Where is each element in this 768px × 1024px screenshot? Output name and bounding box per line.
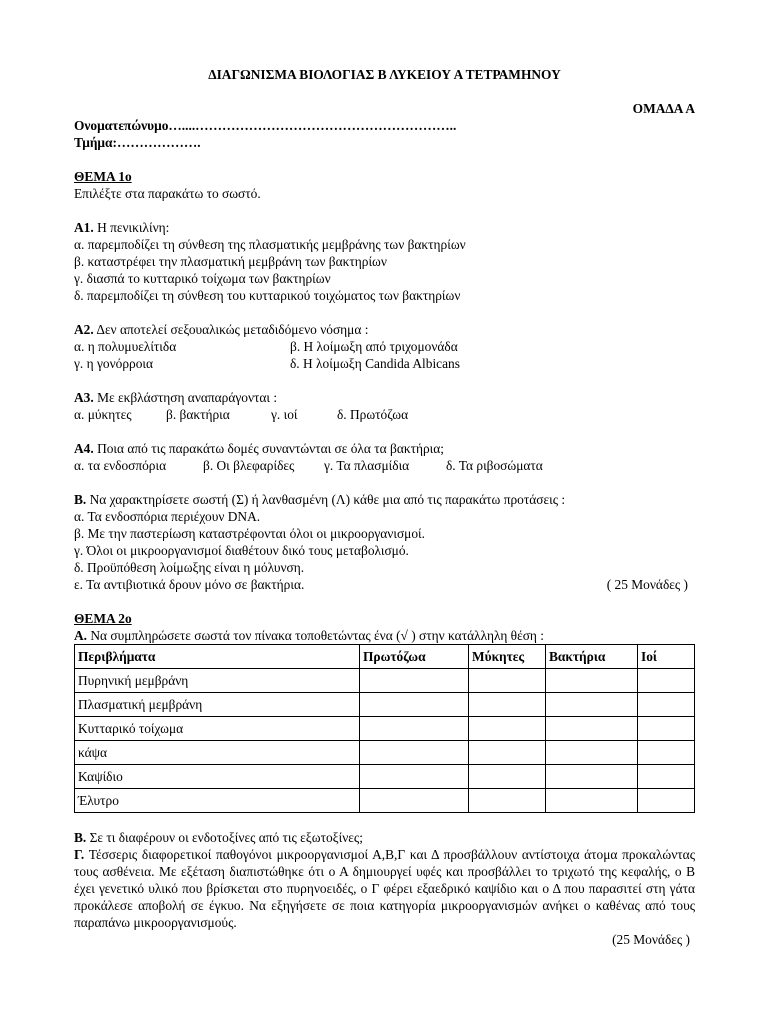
table-cell [546, 693, 638, 717]
theme2-question-b-label: Β. [74, 830, 87, 845]
theme2-question-c-text: Τέσσερις διαφορετικοί παθογόνοι μικροοργανισμοί Α,Β,Γ και Δ προσβάλλουν αντίστοιχα άτομα προκαλώντας τους ασθένεια. Με εξέταση διαπιστώθηκε ότι ο Α δημιουργεί υφές και προσβάλλει το τριχωτό της κεφαλής, ο Β έχει γενετικό υλικό που βρίσκεται στο πυρηνοειδές, ο Γ φέρει εξαεδρικό καψίδιο και ο Δ που παρασιτεί στη γάτα προκάλεσε αποβολή σε έγκυο. Να εξηγήσετε σε ποια κατηγορία μικροοργανισμών ανήκει ο καθένας από τους παραπάνω μικροοργανισμούς. [74, 847, 695, 930]
b-statement: γ. Όλοι οι μικροοργανισμοί διαθέτουν δικό τους μεταβολισμό. [74, 543, 409, 558]
b-statement: α. Τα ενδοσπόρια περιέχουν DNA. [74, 509, 261, 524]
a4-option: α. τα ενδοσπόρια [74, 458, 167, 473]
table-cell [469, 669, 546, 693]
envelopes-table [74, 644, 695, 813]
theme1-instruction: Επιλέξτε στα παρακάτω το σωστό. [74, 186, 261, 201]
table-cell [546, 789, 638, 813]
theme2-heading: ΘΕΜΑ 2ο [74, 611, 132, 626]
question-a1 [74, 219, 695, 236]
b-last-row [74, 576, 695, 593]
theme2-question-a-text: Να συμπληρώσετε σωστά τον πίνακα τοποθετώντας ένα (√ ) στην κατάλληλη θέση : [87, 628, 545, 643]
a2-option: β. Η λοίμωξη από τριχομονάδα [290, 339, 458, 354]
table-cell [360, 765, 469, 789]
table-row [75, 669, 695, 693]
table-row-label: Πλασματική μεμβράνη [75, 693, 360, 717]
question-a1-text: Η πενικιλίνη: [93, 220, 170, 235]
a2-option: δ. Η λοίμωξη Candida Albicans [290, 356, 460, 371]
table-header-cell: Πρωτόζωα [360, 645, 469, 669]
table-cell [360, 717, 469, 741]
question-a3 [74, 389, 695, 406]
table-row [75, 765, 695, 789]
question-a4-label: Α4. [74, 441, 94, 456]
a1-option: δ. παρεμποδίζει τη σύνθεση του κυτταρικού τοιχώματος των βακτηρίων [74, 288, 461, 303]
table-header-cell: Περιβλήματα [75, 645, 360, 669]
theme2-marks: (25 Μονάδες ) [612, 932, 690, 947]
question-b-label: Β. [74, 492, 87, 507]
question-a2-label: Α2. [74, 322, 94, 337]
table-cell [469, 765, 546, 789]
a3-option: α. μύκητες [74, 407, 132, 422]
a2-option: γ. η γονόρροια [74, 356, 154, 371]
name-field: Ονοματεπώνυμο…....………………………………………………….. [74, 118, 457, 133]
table-header-cell: Μύκητες [469, 645, 546, 669]
theme2-question-c [74, 846, 695, 931]
table-cell [469, 717, 546, 741]
a4-options-row [74, 457, 695, 474]
question-a2-text: Δεν αποτελεί σεξουαλικώς μεταδιδόμενο νόσημα : [93, 322, 369, 337]
table-cell [638, 765, 695, 789]
table-row-label: κάψα [75, 741, 360, 765]
theme1-heading: ΘΕΜΑ 1ο [74, 169, 132, 184]
question-a4-text: Ποια από τις παρακάτω δομές συναντώνται σε όλα τα βακτήρια; [93, 441, 445, 456]
table-row-label: Πυρηνική μεμβράνη [75, 669, 360, 693]
question-a3-text: Με εκβλάστηση αναπαράγονται : [93, 390, 278, 405]
a1-option: γ. διασπά το κυτταρικό τοίχωμα των βακτηρίων [74, 271, 331, 286]
question-a1-label: Α1. [74, 220, 94, 235]
b-statement: ε. Τα αντιβιοτικά δρουν μόνο σε βακτήρια. [74, 577, 305, 592]
table-row-label: Καψίδιο [75, 765, 360, 789]
a1-option: α. παρεμποδίζει τη σύνθεση της πλασματικής μεμβράνης των βακτηρίων [74, 237, 466, 252]
theme2-question-a [74, 627, 695, 644]
table-row [75, 741, 695, 765]
a2-options-row [74, 355, 695, 372]
question-a4 [74, 440, 695, 457]
table-cell [638, 741, 695, 765]
exam-title: ΔΙΑΓΩΝΙΣΜΑ ΒΙΟΛΟΓΙΑΣ Β ΛΥΚΕΙΟΥ Α ΤΕΤΡΑΜΗΝΟΥ [208, 67, 561, 82]
table-cell [469, 789, 546, 813]
table-row-label: Κυτταρικό τοίχωμα [75, 717, 360, 741]
exam-page [74, 66, 695, 948]
theme2-question-b-text: Σε τι διαφέρουν οι ενδοτοξίνες από τις εξωτοξίνες; [86, 830, 363, 845]
theme2-question-c-label: Γ. [74, 847, 85, 862]
theme2-question-b [74, 829, 695, 846]
a4-option: β. Οι βλεφαρίδες [203, 458, 295, 473]
table-cell [360, 789, 469, 813]
table-cell [469, 741, 546, 765]
a3-option: γ. ιοί [271, 407, 298, 422]
question-b [74, 491, 695, 508]
table-row [75, 693, 695, 717]
table-header-row [75, 645, 695, 669]
table-row [75, 717, 695, 741]
a2-options-row [74, 338, 695, 355]
table-cell [546, 741, 638, 765]
a4-option: δ. Τα ριβοσώματα [446, 458, 543, 473]
question-a2 [74, 321, 695, 338]
table-cell [469, 693, 546, 717]
table-cell [360, 693, 469, 717]
table-cell [546, 765, 638, 789]
table-cell [638, 717, 695, 741]
table-row [75, 789, 695, 813]
theme2-question-a-label: Α. [74, 628, 88, 643]
question-b-text: Να χαρακτηρίσετε σωστή (Σ) ή λανθασμένη (Λ) κάθε μια από τις παρακάτω προτάσεις : [86, 492, 566, 507]
theme1-marks: ( 25 Μονάδες ) [606, 577, 688, 592]
a4-option: γ. Τα πλασμίδια [324, 458, 410, 473]
table-cell [638, 693, 695, 717]
a3-option: δ. Πρωτόζωα [337, 407, 409, 422]
table-header-cell: Ιοί [638, 645, 695, 669]
table-cell [546, 717, 638, 741]
table-cell [638, 789, 695, 813]
table-cell [360, 741, 469, 765]
table-cell [546, 669, 638, 693]
question-a3-label: Α3. [74, 390, 94, 405]
b-statement: δ. Προϋπόθεση λοίμωξης είναι η μόλυνση. [74, 560, 305, 575]
a1-option: β. καταστρέφει την πλασματική μεμβράνη των βακτηρίων [74, 254, 387, 269]
b-statement: β. Με την παστερίωση καταστρέφονται όλοι οι μικροοργανισμοί. [74, 526, 426, 541]
table-cell [638, 669, 695, 693]
a3-option: β. βακτήρια [166, 407, 230, 422]
table-cell [360, 669, 469, 693]
a2-option: α. η πολυμυελίτιδα [74, 339, 177, 354]
a3-options-row [74, 406, 695, 423]
group-label: ΟΜΑΔΑ Α [632, 101, 695, 116]
table-row-label: Έλυτρο [75, 789, 360, 813]
section-field: Τμήμα:………………. [74, 135, 201, 150]
table-header-cell: Βακτήρια [546, 645, 638, 669]
